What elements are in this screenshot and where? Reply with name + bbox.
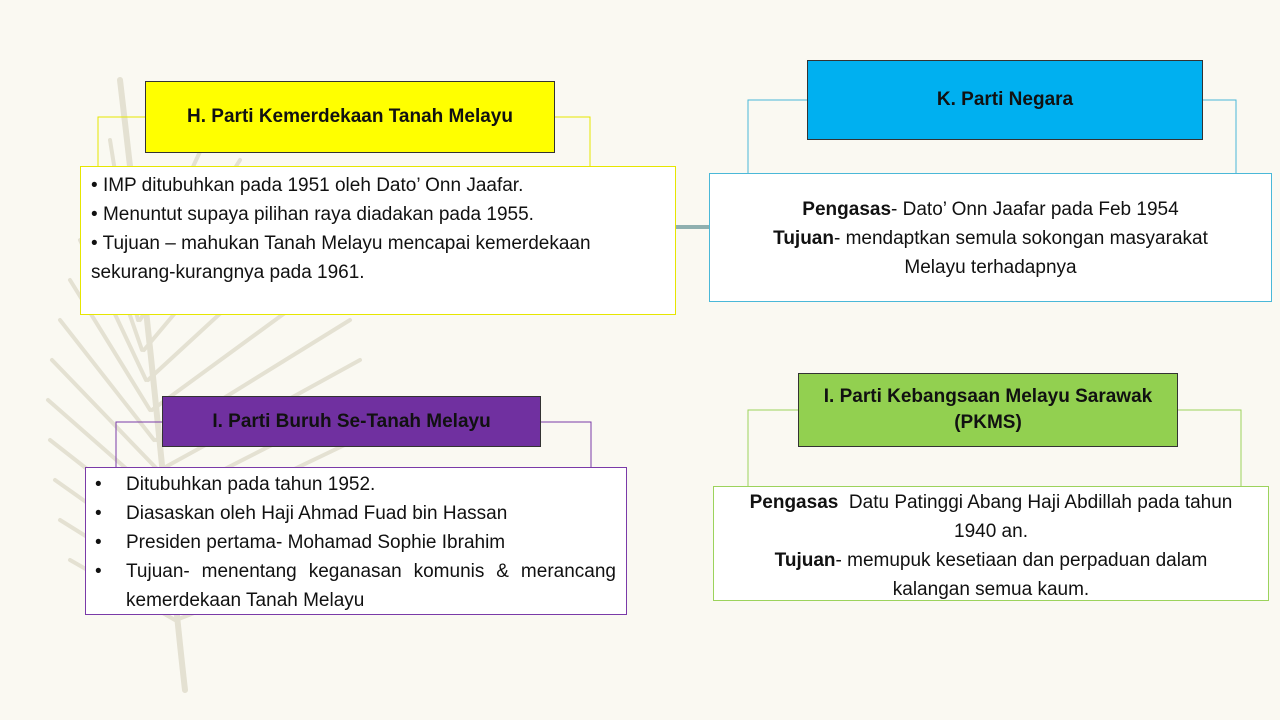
party-h-line-3: • Tujuan – mahukan Tanah Melayu mencapai kemerdekaan xyxy=(91,233,591,254)
party-buruh-body xyxy=(85,467,627,615)
bullet-icon: • xyxy=(91,204,98,225)
list-item: • Presiden pertama- Mohamad Sophie Ibrahim xyxy=(86,528,616,557)
bullet-icon: • xyxy=(91,233,98,254)
party-pkms-title-box xyxy=(798,373,1178,447)
list-item: • Tujuan- menentang keganasan komunis & merancang kemerdekaan Tanah Melayu xyxy=(86,557,616,615)
list-item: • Ditubuhkan pada tahun 1952. xyxy=(86,470,616,499)
bullet-icon: • xyxy=(91,175,98,196)
bullet-icon: • xyxy=(95,474,102,495)
party-k-title: K. Parti Negara xyxy=(936,89,1074,110)
party-k-title-box xyxy=(807,60,1203,140)
list-item: • Diasaskan oleh Haji Ahmad Fuad bin Hassan xyxy=(86,499,616,528)
party-h-body xyxy=(80,166,676,315)
party-h-title-box xyxy=(145,81,555,153)
party-k-founder: Pengasas- Dato’ Onn Jaafar pada Feb 1954 xyxy=(802,199,1179,220)
party-buruh-list xyxy=(86,470,616,615)
party-h-line-2: • Menuntut supaya pilihan raya diadakan pada 1955. xyxy=(91,204,534,225)
party-k-aim: Tujuan- mendaptkan semula sokongan masyarakat Melayu terhadapnya xyxy=(773,228,1208,278)
bullet-icon: • xyxy=(95,503,102,524)
party-pkms-body xyxy=(713,486,1269,601)
party-buruh-title-box xyxy=(162,396,541,447)
party-pkms-title: I. Parti Kebangsaan Melayu Sarawak (PKMS) xyxy=(823,386,1153,433)
bullet-icon: • xyxy=(95,561,102,582)
party-pkms-founder: Pengasas Datu Patinggi Abang Haji Abdillah pada tahun 1940 an. xyxy=(749,492,1233,542)
party-k-body xyxy=(709,173,1272,302)
party-h-line-4: sekurang-kurangnya pada 1961. xyxy=(91,262,365,283)
party-h-title: H. Parti Kemerdekaan Tanah Melayu xyxy=(187,106,513,127)
party-buruh-title: I. Parti Buruh Se-Tanah Melayu xyxy=(212,410,491,432)
party-pkms-aim: Tujuan- memupuk kesetiaan dan perpaduan dalam kalangan semua kaum. xyxy=(774,550,1208,600)
bullet-icon: • xyxy=(95,532,102,553)
party-h-line-1: • IMP ditubuhkan pada 1951 oleh Dato’ Onn Jaafar. xyxy=(91,175,524,196)
